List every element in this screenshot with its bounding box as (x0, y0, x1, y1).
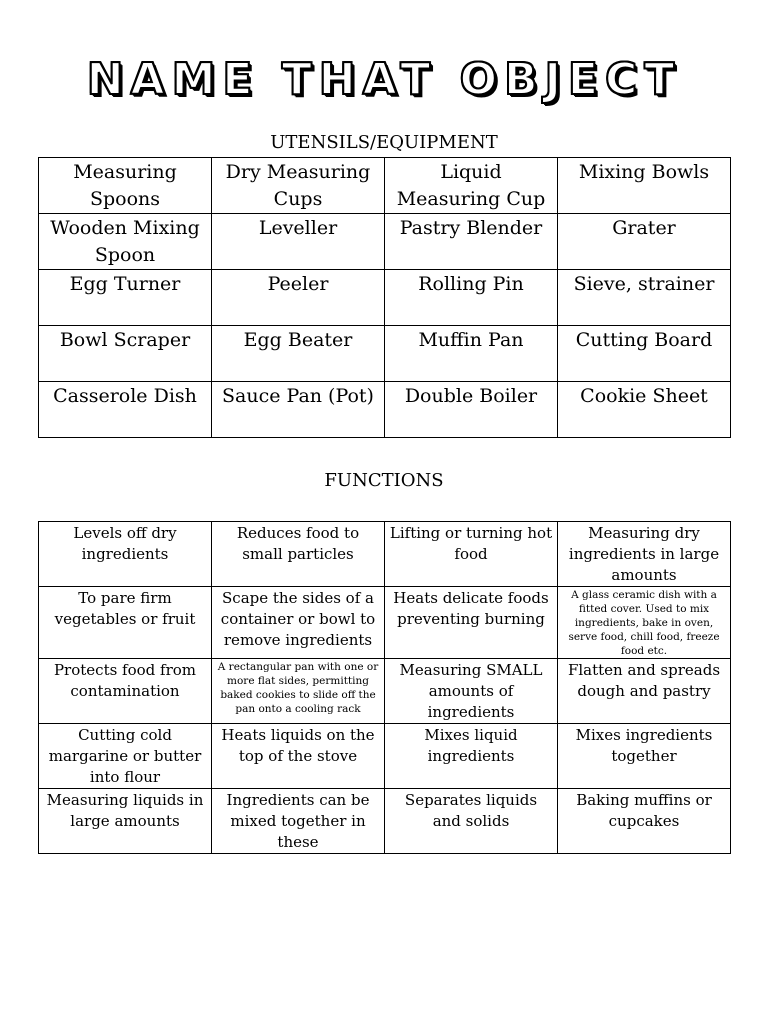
utensils-table (38, 157, 731, 438)
table-cell: Rolling Pin (385, 270, 558, 326)
utensils-heading: UTENSILS/EQUIPMENT (270, 132, 498, 153)
table-cell: Heats liquids on the top of the stove (212, 724, 385, 789)
table-cell: Flatten and spreads dough and pastry (558, 659, 731, 724)
functions-table (38, 521, 731, 854)
table-cell: Measuring SMALL amounts of ingredients (385, 659, 558, 724)
table-cell: Muffin Pan (385, 326, 558, 382)
functions-heading: FUNCTIONS (324, 470, 444, 491)
table-cell: Bowl Scraper (39, 326, 212, 382)
table-cell: Measuring dry ingredients in large amounts (558, 522, 731, 587)
table-cell: Mixes liquid ingredients (385, 724, 558, 789)
table-cell: Double Boiler (385, 382, 558, 438)
table-row (39, 587, 731, 659)
table-cell: Egg Turner (39, 270, 212, 326)
table-cell: To pare firm vegetables or fruit (39, 587, 212, 659)
table-cell: Measuring liquids in large amounts (39, 789, 212, 854)
table-cell: Egg Beater (212, 326, 385, 382)
table-cell: Pastry Blender (385, 214, 558, 270)
table-cell: Sieve, strainer (558, 270, 731, 326)
table-cell: Grater (558, 214, 731, 270)
table-cell: A glass ceramic dish with a fitted cover. Used to mix ingredients, bake in oven, serve food, chill food, freeze food etc. (558, 587, 731, 659)
table-row (39, 659, 731, 724)
table-row (39, 724, 731, 789)
table-cell: Mixes ingredients together (558, 724, 731, 789)
table-row (39, 326, 731, 382)
table-cell: Levels off dry ingredients (39, 522, 212, 587)
table-cell: Mixing Bowls (558, 158, 731, 214)
page-title: NAME THAT OBJECT (86, 54, 682, 105)
table-cell: Cookie Sheet (558, 382, 731, 438)
table-cell: Wooden Mixing Spoon (39, 214, 212, 270)
table-cell: Casserole Dish (39, 382, 212, 438)
table-cell: Liquid Measuring Cup (385, 158, 558, 214)
table-row (39, 158, 731, 214)
table-row (39, 382, 731, 438)
table-cell: Cutting Board (558, 326, 731, 382)
table-row (39, 214, 731, 270)
table-cell: Reduces food to small particles (212, 522, 385, 587)
table-row (39, 789, 731, 854)
table-cell: Leveller (212, 214, 385, 270)
table-cell: Cutting cold margarine or butter into flour (39, 724, 212, 789)
table-row (39, 522, 731, 587)
table-cell: Heats delicate foods preventing burning (385, 587, 558, 659)
table-cell: Sauce Pan (Pot) (212, 382, 385, 438)
table-cell: Separates liquids and solids (385, 789, 558, 854)
table-row (39, 270, 731, 326)
table-cell: Peeler (212, 270, 385, 326)
table-cell: Protects food from contamination (39, 659, 212, 724)
table-cell: A rectangular pan with one or more flat sides, permitting baked cookies to slide off the pan onto a cooling rack (212, 659, 385, 724)
table-cell: Ingredients can be mixed together in these (212, 789, 385, 854)
table-cell: Scape the sides of a container or bowl to remove ingredients (212, 587, 385, 659)
table-cell: Lifting or turning hot food (385, 522, 558, 587)
table-cell: Baking muffins or cupcakes (558, 789, 731, 854)
table-cell: Measuring Spoons (39, 158, 212, 214)
table-cell: Dry Measuring Cups (212, 158, 385, 214)
